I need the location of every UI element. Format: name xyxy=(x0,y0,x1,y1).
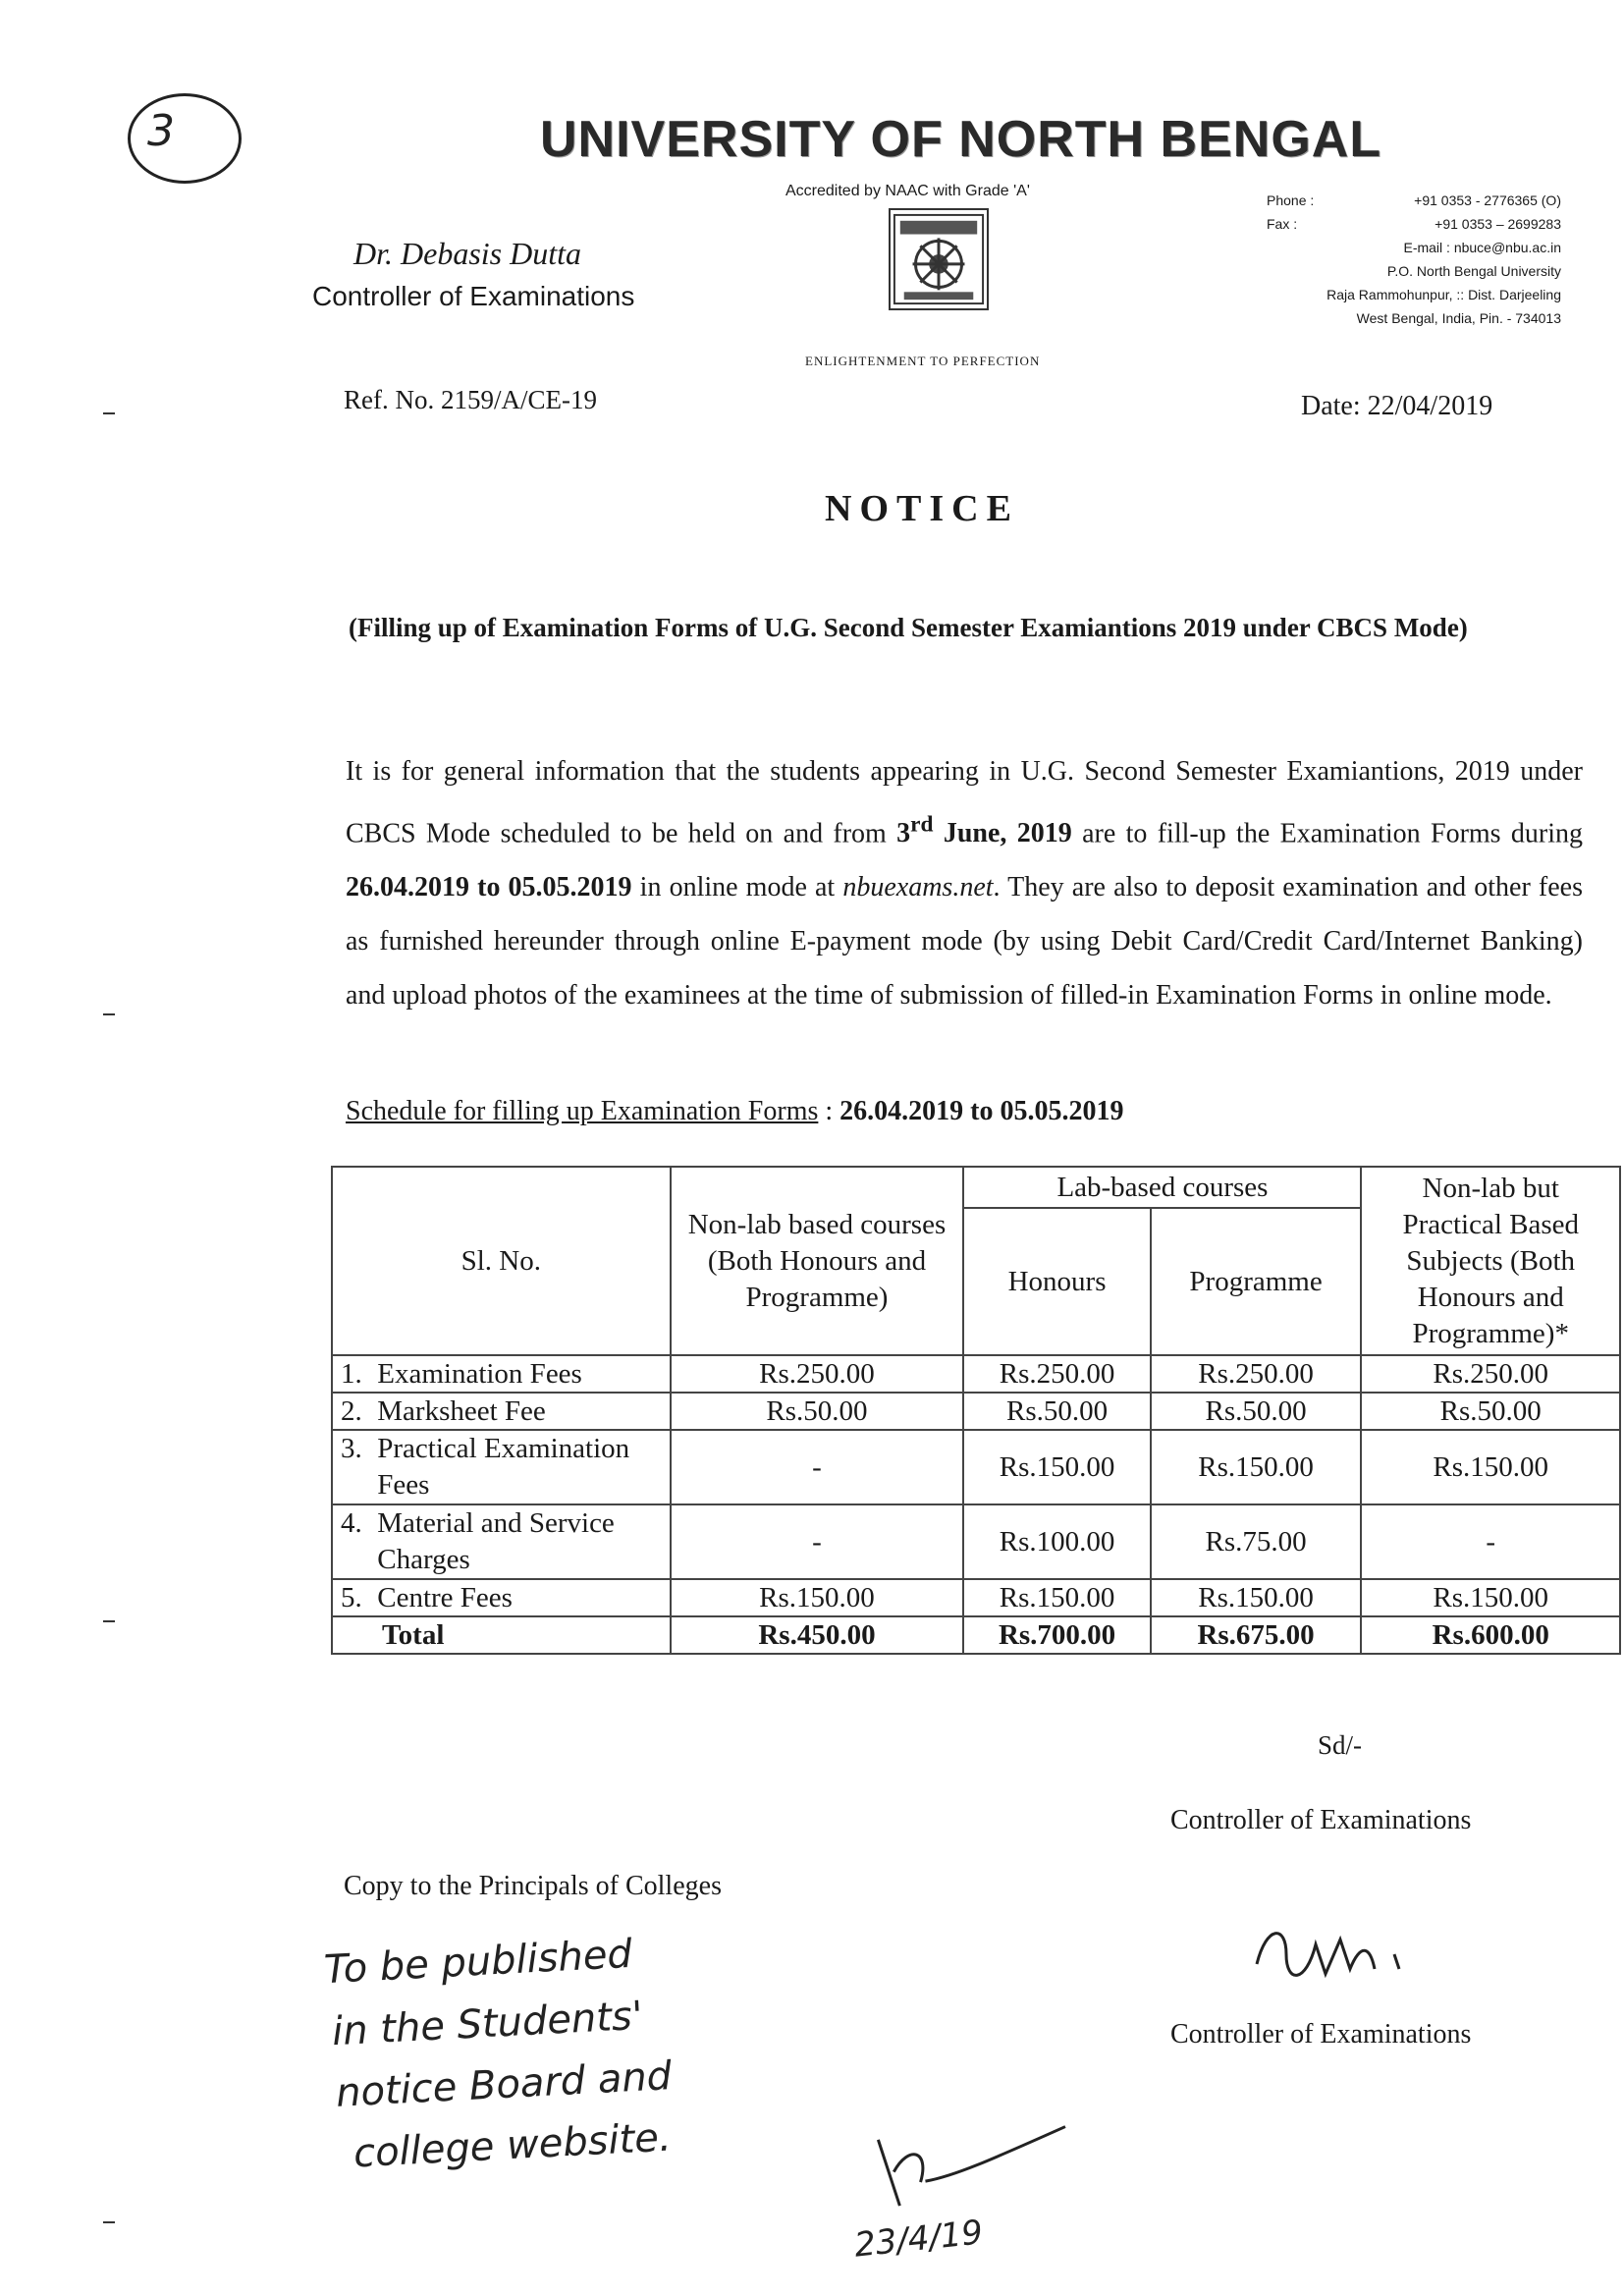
header-programme: Programme xyxy=(1151,1208,1362,1355)
contact-block xyxy=(1247,192,1561,334)
row-number: 2. xyxy=(341,1394,362,1427)
university-seal-icon xyxy=(889,208,989,310)
header-sl-no: Sl. No. xyxy=(332,1167,671,1355)
notice-body xyxy=(346,744,1583,1022)
fax-label: Fax : xyxy=(1267,216,1298,232)
signature-icon xyxy=(1247,1915,1443,2005)
schedule-separator: : xyxy=(818,1096,840,1126)
fee-table xyxy=(331,1166,1621,1655)
start-day: 3 xyxy=(896,818,911,849)
header-honours: Honours xyxy=(963,1208,1150,1355)
total-practical: Rs.600.00 xyxy=(1361,1616,1620,1654)
officer-title: Controller of Examinations xyxy=(312,281,635,311)
reference-number: Ref. No. 2159/A/CE-19 xyxy=(344,385,597,414)
cell-nonlab: - xyxy=(671,1504,964,1579)
exam-website: nbuexams.net xyxy=(842,872,994,903)
row-number: 5. xyxy=(341,1581,362,1613)
margin-mark xyxy=(103,412,115,414)
cell-honours: Rs.50.00 xyxy=(963,1393,1150,1430)
cell-nonlab: Rs.50.00 xyxy=(671,1393,964,1430)
cell-nonlab: Rs.250.00 xyxy=(671,1355,964,1393)
phone: +91 0353 - 2776365 (O) xyxy=(1414,192,1561,208)
body-part-4: . They are also to deposit examination and other fees as furnished hereunder through online E-payment mode (by using Debit Card/Credit Card/Internet Banking) and upload photos of the examinees at the time of submission of filled-in Examination Forms in online mode. xyxy=(346,872,1584,1011)
margin-mark xyxy=(103,1620,115,1622)
motto: ENLIGHTENMENT TO PERFECTION xyxy=(805,354,1041,368)
cell-honours: Rs.100.00 xyxy=(963,1504,1150,1579)
total-honours: Rs.700.00 xyxy=(963,1616,1150,1654)
table-row xyxy=(332,1430,1620,1504)
cell-honours: Rs.150.00 xyxy=(963,1579,1150,1616)
cell-nonlab: Rs.150.00 xyxy=(671,1579,964,1616)
handwritten-note-line-4: college website. xyxy=(352,2114,673,2177)
schedule-label: Schedule for filling up Examination Forms xyxy=(346,1096,819,1126)
row-item xyxy=(332,1355,671,1393)
schedule-range: 26.04.2019 to 05.05.2019 xyxy=(839,1096,1124,1126)
university-name: UNIVERSITY OF NORTH BENGAL xyxy=(540,111,1382,168)
row-number: 4. xyxy=(341,1507,362,1539)
cell-practical: Rs.50.00 xyxy=(1361,1393,1620,1430)
start-day-suffix: rd xyxy=(910,812,934,838)
cell-practical: Rs.150.00 xyxy=(1361,1579,1620,1616)
cell-practical: - xyxy=(1361,1504,1620,1579)
initials-icon xyxy=(865,2083,1109,2241)
body-part-3: in online mode at xyxy=(631,872,843,903)
cell-programme: Rs.50.00 xyxy=(1151,1393,1362,1430)
row-item xyxy=(332,1504,671,1579)
row-label: Material and Service Charges xyxy=(377,1507,615,1575)
cell-practical: Rs.150.00 xyxy=(1361,1430,1620,1504)
notice-subject: (Filling up of Examination Forms of U.G. Second Semester Examiantions 2019 under CBCS Mode) xyxy=(349,613,1468,642)
table-row xyxy=(332,1393,1620,1430)
table-row-total xyxy=(332,1616,1620,1654)
row-label: Practical Examination Fees xyxy=(377,1433,630,1501)
signatory-title-2: Controller of Examinations xyxy=(1170,2019,1472,2050)
notice-title: NOTICE xyxy=(825,488,1019,529)
total-nonlab: Rs.450.00 xyxy=(671,1616,964,1654)
row-number: 3. xyxy=(341,1433,362,1464)
address-line-2: West Bengal, India, Pin. - 734013 xyxy=(1356,310,1561,326)
accreditation: Accredited by NAAC with Grade 'A' xyxy=(785,183,1030,199)
row-label: Centre Fees xyxy=(377,1581,513,1613)
page-mark: 3 xyxy=(147,106,175,156)
row-number: 1. xyxy=(341,1357,362,1390)
start-month-year: June, 2019 xyxy=(933,818,1072,849)
row-item xyxy=(332,1579,671,1616)
header-lab-based: Lab-based courses xyxy=(963,1167,1361,1208)
phone-label: Phone : xyxy=(1267,192,1315,208)
copy-to: Copy to the Principals of Colleges xyxy=(344,1871,722,1901)
cell-programme: Rs.75.00 xyxy=(1151,1504,1362,1579)
form-date-range: 26.04.2019 to 05.05.2019 xyxy=(346,872,632,903)
schedule-line xyxy=(346,1096,1123,1127)
table-row xyxy=(332,1579,1620,1616)
cell-programme: Rs.150.00 xyxy=(1151,1430,1362,1504)
page-mark-circle xyxy=(128,93,242,184)
header-nonlab: Non-lab based courses (Both Honours and Programme) xyxy=(671,1167,964,1355)
cell-practical: Rs.250.00 xyxy=(1361,1355,1620,1393)
margin-mark xyxy=(103,2221,115,2223)
notice-date: Date: 22/04/2019 xyxy=(1301,391,1493,421)
header-practical-based: Non-lab but Practical Based Subjects (Both Honours and Programme)* xyxy=(1361,1167,1620,1355)
total-programme: Rs.675.00 xyxy=(1151,1616,1362,1654)
fax: +91 0353 – 2699283 xyxy=(1435,216,1561,232)
cell-programme: Rs.250.00 xyxy=(1151,1355,1362,1393)
body-part-1: It is for general information that the students appearing in U.G. Second Semester Examiantions, 2019 under CBCS Mode scheduled to be held on and from xyxy=(346,756,1583,849)
officer-name: Dr. Debasis Dutta xyxy=(353,236,582,271)
row-label: Examination Fees xyxy=(377,1357,582,1390)
cell-programme: Rs.150.00 xyxy=(1151,1579,1362,1616)
handwritten-note-line-2: in the Students' xyxy=(331,1993,644,2055)
row-item xyxy=(332,1430,671,1504)
body-part-2: are to fill-up the Examination Forms during xyxy=(1071,818,1584,849)
total-label: Total xyxy=(332,1616,671,1654)
address-line-1: Raja Rammohunpur, :: Dist. Darjeeling xyxy=(1326,287,1561,302)
handwritten-note-line-3: notice Board and xyxy=(335,2053,674,2116)
phone-line xyxy=(1247,192,1561,208)
start-date xyxy=(896,812,1072,849)
handwritten-note-line-1: To be published xyxy=(323,1931,633,1994)
cell-honours: Rs.250.00 xyxy=(963,1355,1150,1393)
row-label: Marksheet Fee xyxy=(377,1394,546,1427)
email: E-mail : nbuce@nbu.ac.in xyxy=(1403,240,1561,255)
cell-nonlab: - xyxy=(671,1430,964,1504)
signatory-title-1: Controller of Examinations xyxy=(1170,1805,1472,1835)
cell-honours: Rs.150.00 xyxy=(963,1430,1150,1504)
fax-line xyxy=(1247,216,1561,232)
table-row xyxy=(332,1504,1620,1579)
handwritten-date: 23/4/19 xyxy=(852,2213,985,2266)
post-office: P.O. North Bengal University xyxy=(1386,263,1561,279)
table-row xyxy=(332,1355,1620,1393)
signed-mark: Sd/- xyxy=(1318,1730,1363,1760)
row-item xyxy=(332,1393,671,1430)
margin-mark xyxy=(103,1013,115,1015)
